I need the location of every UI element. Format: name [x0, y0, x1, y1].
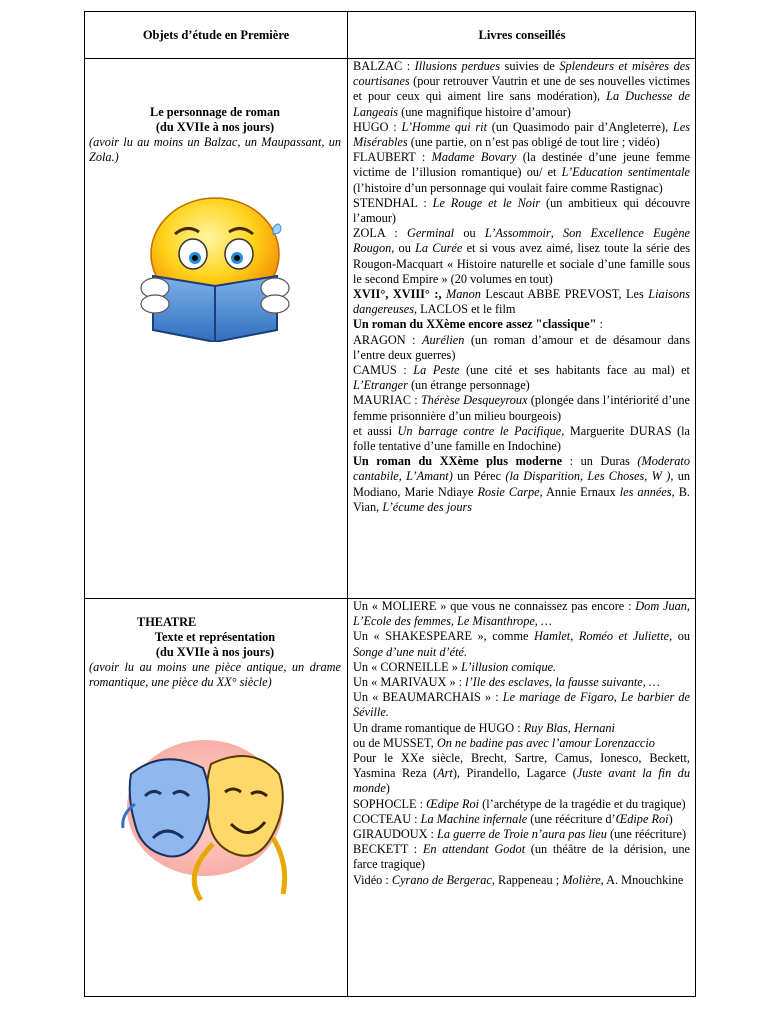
list-item: HUGO : L’Homme qui rit (un Quasimodo pair d’Angleterre), Les Misérables (une partie, on n’est pas obligé de tout lire ; vidéo) [353, 119, 690, 150]
list-item: Vidéo : Cyrano de Bergerac, Rappeneau ; Molière, A. Mnouchkine [353, 872, 684, 887]
header-objets: Objets d’étude en Première [142, 27, 290, 42]
section-title: Le personnage de roman [150, 105, 280, 119]
list-item: Un roman du XXème encore assez "classique" : [353, 317, 603, 332]
section-subtitle: Texte et représentation [154, 630, 276, 644]
list-item: Un roman du XXème plus moderne : un Duras (Moderato cantabile, L’Amant) un Pérec (la Disparition, Les Choses, W ), un Modiano, Marie Ndiaye Rosie Carpe, Annie Ernaux les années, B. Vian, L’écume des jours [353, 454, 691, 514]
section-period: (du XVIIe à nos jours) [155, 120, 275, 134]
list-item: Un drame romantique de HUGO : Ruy Blas, Hernani [353, 720, 615, 735]
reading-list-table [84, 11, 696, 997]
list-item: Un « CORNEILLE » L’illusion comique. [353, 659, 557, 674]
header-livres: Livres conseillés [478, 27, 566, 42]
list-item: GIRAUDOUX : La guerre de Troie n’aura pas lieu (une réécriture) [353, 827, 687, 842]
list-item: Un « SHAKESPEARE », comme Hamlet, Roméo et Juliette, ou Songe d’une nuit d’été. [353, 629, 690, 659]
section-note: (avoir lu au moins un Balzac, un Maupassant, un Zola.) [89, 135, 341, 164]
list-item: Un « MOLIERE » que vous ne connaissez pas encore : Dom Juan, L’Ecole des femmes, Le Misanthrope, … [353, 599, 690, 629]
column-divider [347, 12, 348, 996]
section-note: (avoir lu au moins une pièce antique, un drame romantique, une pièce du XX° siècle) [89, 660, 341, 689]
list-item: STENDHAL : Le Rouge et le Noir (un ambitieux qui découvre l’amour) [353, 195, 691, 226]
reading-smiley-icon [133, 192, 298, 342]
list-item: BECKETT : En attendant Godot (un théâtre de la dérision, une farce tragique) [353, 842, 690, 872]
list-item: Un « BEAUMARCHAIS » : Le mariage de Figaro, Le barbier de Séville. [353, 690, 690, 720]
section-theatre-left [89, 615, 341, 690]
list-item: FLAUBERT : Madame Bovary (la destinée d’une jeune femme victime de l’illusion romantique) ou/ et L’Education sentimentale (l’histoire d’un personnage qui voulait faire comme Rastignac) [353, 150, 690, 195]
theatre-masks-icon [113, 734, 293, 904]
section-theatre-books [353, 599, 690, 888]
list-item: SOPHOCLE : Œdipe Roi (l’archétype de la tragédie et du tragique) [353, 796, 686, 811]
section-roman-left [89, 105, 341, 165]
list-item: et aussi Un barrage contre le Pacifique, Marguerite DURAS (la folle tentative d’une famille en Indochine) [353, 423, 690, 454]
list-item: ARAGON : Aurélien (un roman d’amour et de désamour dans l’entre deux guerres) [353, 332, 691, 362]
list-item: COCTEAU : La Machine infernale (une réécriture d’Œdipe Roi) [353, 811, 673, 826]
section-title: THEATRE [137, 615, 197, 629]
section-roman-books [353, 59, 690, 515]
list-item: ZOLA : Germinal ou L’Assommoir, Son Excellence Eugène Rougon, ou La Curée et si vous avez aimé, lisez toute la série des Rougon-Macquart « Histoire naturelle et sociale d’une famille sous le second Empire » (20 volumes en tout) [353, 226, 690, 286]
section-period: (du XVIIe à nos jours) [155, 645, 275, 659]
list-item: CAMUS : La Peste (une cité et ses habitants face au mal) et L’Etranger (un étrange personnage) [353, 363, 690, 393]
list-item: BALZAC : Illusions perdues suivies de Splendeurs et misères des courtisanes (pour retrouver Vautrin et une de ses nouvelles victimes et pour ceux qui aiment lire sans modération), La Duchesse de Langeais (une magnifique histoire d’amour) [353, 59, 690, 119]
list-item: ou de MUSSET, On ne badine pas avec l’amour Lorenzaccio [353, 735, 655, 750]
list-item: Pour le XXe siècle, Brecht, Sartre, Camus, Ionesco, Beckett, Yasmina Reza (Art), Pirandello, Lagarce (Juste avant la fin du monde) [353, 751, 690, 796]
list-item: XVII°, XVIII° :, Manon Lescaut ABBE PREVOST, Les Liaisons dangereuses, LACLOS et le film [353, 287, 690, 317]
list-item: MAURIAC : Thérèse Desqueyroux (plongée dans l’intériorité d’une femme prisonnière d’un milieu bourgeois) [353, 393, 691, 423]
list-item: Un « MARIVAUX » : l’Ile des esclaves, la fausse suivante, … [353, 675, 660, 690]
